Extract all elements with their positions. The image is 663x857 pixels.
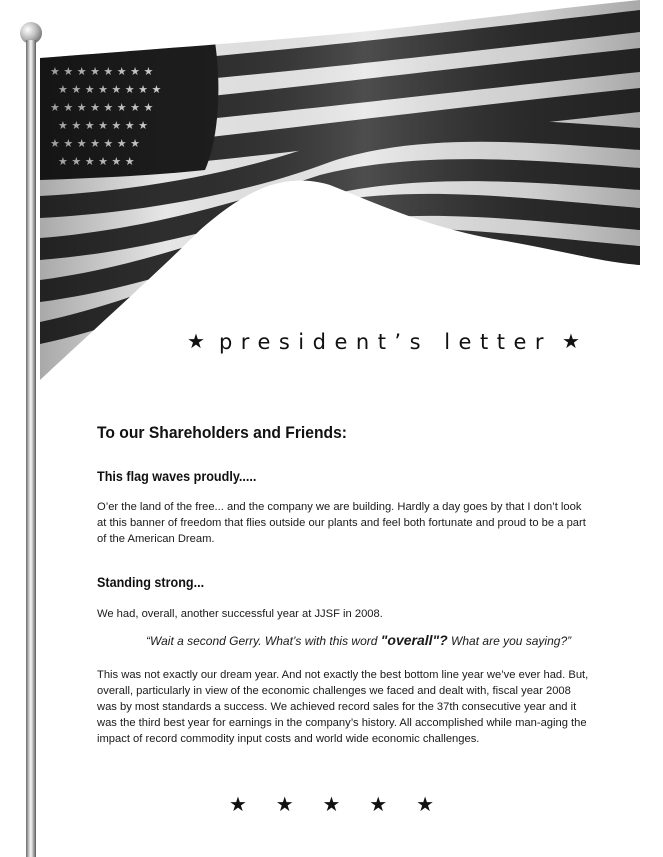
star-icon: ★ [229,794,247,816]
paragraph: This was not exactly our dream year. And not exactly the best bottom line year we’ve ever had. But, overall, particularly in view of the economic challenges we faced and dealt with, fiscal year 2008 was by most standards a success. We achieved record sales for the 37th consecutive year and it was the third best year for earnings in the company’s history. All accomplished while man-aging the impact of record commodity input costs and world wide economic challenges. [97,669,589,745]
section-title: This flag waves proudly..... [97,468,257,484]
decorative-stars [229,795,434,815]
paragraph: O’er the land of the free... and the company we are building. Hardly a day goes by that I don’t look at this banner of freedom that flies outside our plants and feel both fortunate and proud to be a part of the American Dream. [97,501,586,545]
salutation: To our Shareholders and Friends: [97,423,347,442]
section-heading [187,326,587,358]
star-icon: ★ [187,331,205,353]
star-icon: ★ [369,794,388,816]
star-icon: ★ [322,794,341,816]
flagpole [26,40,36,857]
quote-emphasis: "overall"? [380,632,448,648]
section-title: Standing strong... [97,574,205,590]
pull-quote [146,632,571,648]
heading-text: president’s letter [218,330,552,354]
star-icon: ★ [275,794,294,816]
quote-text: “Wait a second Gerry. What’s with this word [146,634,381,648]
star-icon: ★ [562,331,580,353]
paragraph: We had, overall, another successful year at JJSF in 2008. [97,608,383,620]
star-icon: ★ [416,794,434,816]
quote-text: What are you saying?” [447,634,572,648]
